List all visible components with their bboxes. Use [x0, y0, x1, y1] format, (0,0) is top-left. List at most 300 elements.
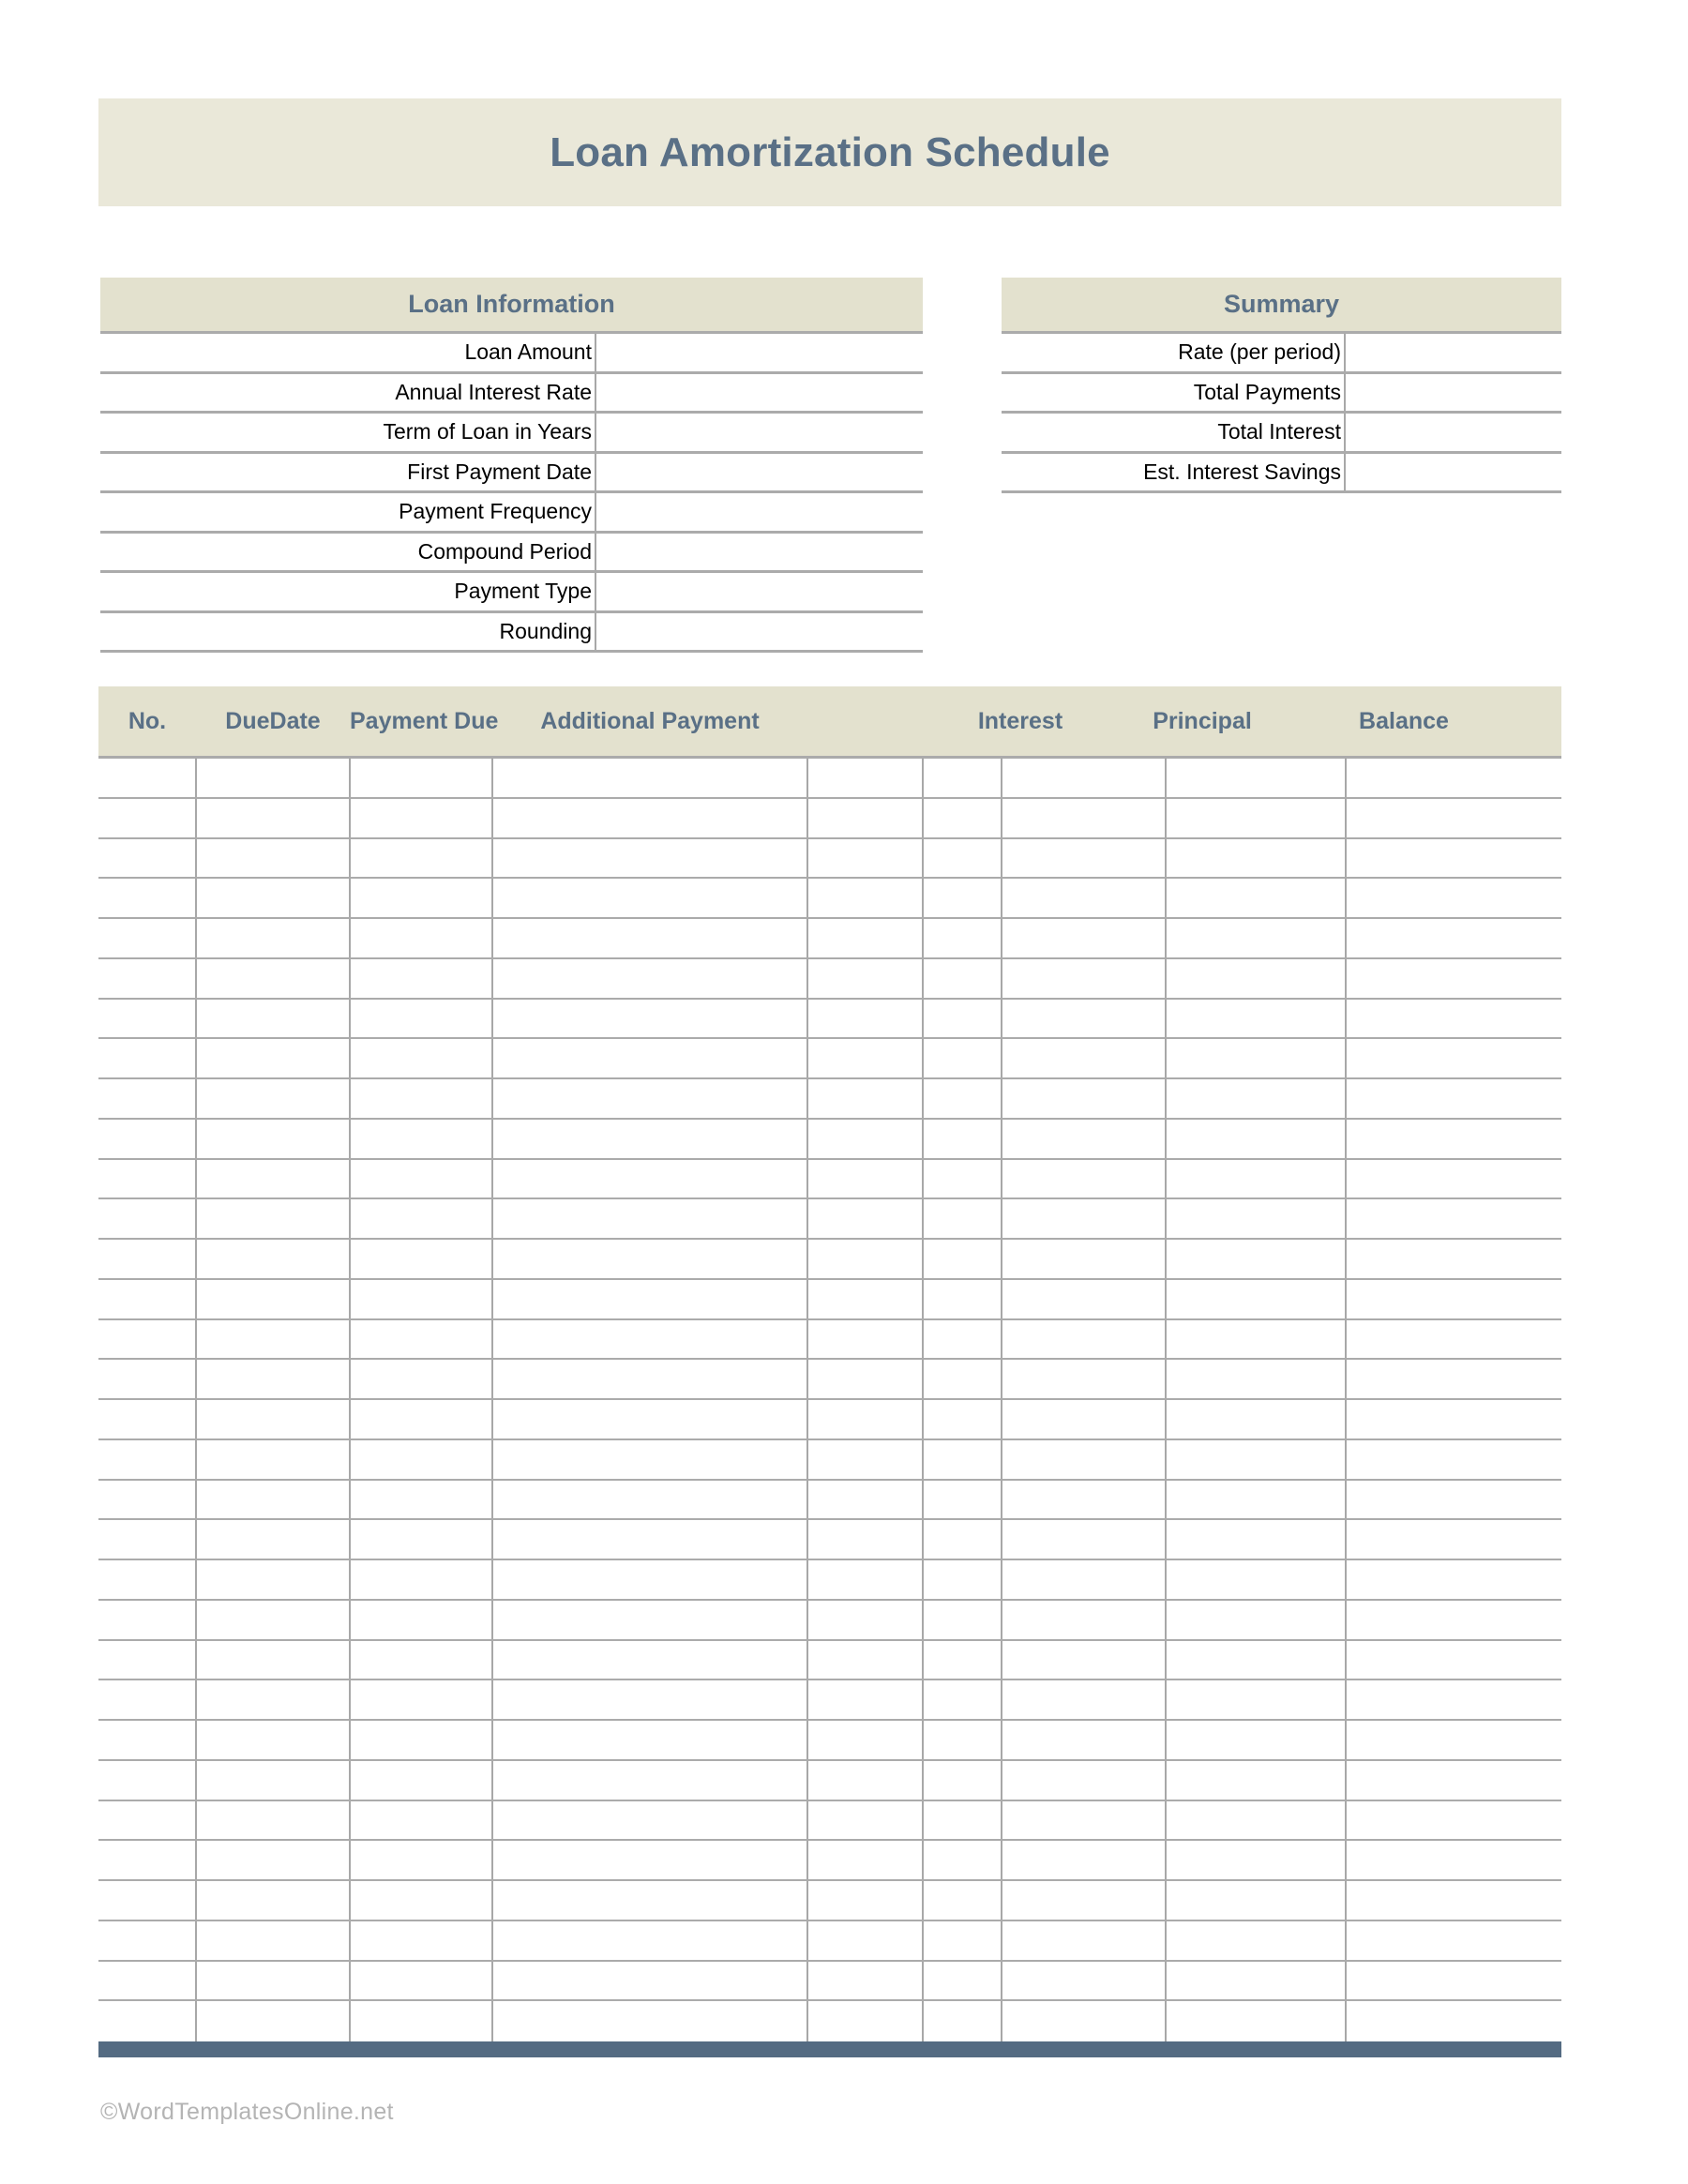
schedule-cell[interactable]	[350, 1601, 492, 1639]
schedule-cell[interactable]	[1346, 1481, 1561, 1519]
loan_information-value-field[interactable]	[596, 334, 923, 371]
schedule-cell[interactable]	[1002, 1560, 1166, 1599]
schedule-cell[interactable]	[923, 799, 1002, 837]
schedule-cell[interactable]	[350, 2001, 492, 2041]
schedule-cell[interactable]	[98, 1962, 196, 2000]
summary-value-field[interactable]	[1346, 414, 1561, 451]
schedule-cell[interactable]	[1166, 1962, 1346, 2000]
loan_information-value-field[interactable]	[596, 573, 923, 610]
schedule-cell[interactable]	[923, 1400, 1002, 1438]
schedule-cell[interactable]	[923, 1761, 1002, 1800]
schedule-cell[interactable]	[807, 1921, 923, 1960]
schedule-cell[interactable]	[492, 1881, 807, 1920]
schedule-cell[interactable]	[350, 1721, 492, 1759]
schedule-cell[interactable]	[196, 1481, 350, 1519]
schedule-cell[interactable]	[1346, 1601, 1561, 1639]
schedule-cell[interactable]	[1002, 2001, 1166, 2041]
schedule-cell[interactable]	[196, 919, 350, 957]
schedule-cell[interactable]	[923, 959, 1002, 998]
schedule-cell[interactable]	[1002, 1199, 1166, 1238]
schedule-cell[interactable]	[1166, 1761, 1346, 1800]
schedule-cell[interactable]	[98, 1761, 196, 1800]
loan_information-value-field[interactable]	[596, 493, 923, 531]
schedule-cell[interactable]	[807, 1320, 923, 1359]
schedule-cell[interactable]	[923, 1560, 1002, 1599]
schedule-cell[interactable]	[98, 1841, 196, 1879]
schedule-cell[interactable]	[492, 1680, 807, 1719]
schedule-cell[interactable]	[196, 1520, 350, 1559]
schedule-cell[interactable]	[98, 1601, 196, 1639]
schedule-cell[interactable]	[98, 759, 196, 797]
schedule-cell[interactable]	[923, 1641, 1002, 1679]
schedule-cell[interactable]	[1346, 1199, 1561, 1238]
schedule-cell[interactable]	[492, 1440, 807, 1479]
schedule-cell[interactable]	[1002, 799, 1166, 837]
schedule-cell[interactable]	[1346, 1039, 1561, 1077]
schedule-cell[interactable]	[1346, 839, 1561, 878]
schedule-cell[interactable]	[807, 1520, 923, 1559]
schedule-cell[interactable]	[807, 759, 923, 797]
schedule-cell[interactable]	[492, 1079, 807, 1118]
schedule-cell[interactable]	[1346, 1881, 1561, 1920]
schedule-cell[interactable]	[350, 799, 492, 837]
schedule-cell[interactable]	[1346, 1320, 1561, 1359]
schedule-cell[interactable]	[807, 799, 923, 837]
schedule-cell[interactable]	[807, 1440, 923, 1479]
schedule-cell[interactable]	[1002, 1120, 1166, 1158]
schedule-cell[interactable]	[350, 1280, 492, 1318]
schedule-cell[interactable]	[350, 919, 492, 957]
schedule-cell[interactable]	[1166, 1120, 1346, 1158]
schedule-cell[interactable]	[807, 1962, 923, 2000]
schedule-cell[interactable]	[923, 1120, 1002, 1158]
schedule-cell[interactable]	[492, 1801, 807, 1840]
schedule-cell[interactable]	[807, 839, 923, 878]
schedule-cell[interactable]	[196, 959, 350, 998]
schedule-cell[interactable]	[350, 1962, 492, 2000]
schedule-cell[interactable]	[492, 1240, 807, 1278]
schedule-cell[interactable]	[1166, 1601, 1346, 1639]
schedule-cell[interactable]	[923, 1601, 1002, 1639]
schedule-cell[interactable]	[196, 1320, 350, 1359]
schedule-cell[interactable]	[196, 1120, 350, 1158]
schedule-cell[interactable]	[923, 1079, 1002, 1118]
schedule-cell[interactable]	[196, 1921, 350, 1960]
schedule-cell[interactable]	[350, 1481, 492, 1519]
schedule-cell[interactable]	[492, 1560, 807, 1599]
schedule-cell[interactable]	[1166, 1280, 1346, 1318]
schedule-cell[interactable]	[98, 1039, 196, 1077]
schedule-cell[interactable]	[1002, 1160, 1166, 1198]
schedule-cell[interactable]	[196, 1801, 350, 1840]
schedule-cell[interactable]	[1346, 759, 1561, 797]
loan_information-value-field[interactable]	[596, 613, 923, 651]
schedule-cell[interactable]	[196, 2001, 350, 2041]
schedule-cell[interactable]	[1346, 1680, 1561, 1719]
schedule-cell[interactable]	[923, 1160, 1002, 1198]
schedule-cell[interactable]	[807, 1841, 923, 1879]
schedule-cell[interactable]	[1002, 1601, 1166, 1639]
schedule-cell[interactable]	[98, 1520, 196, 1559]
schedule-cell[interactable]	[350, 959, 492, 998]
schedule-cell[interactable]	[350, 1000, 492, 1038]
schedule-cell[interactable]	[196, 1240, 350, 1278]
schedule-cell[interactable]	[1002, 1641, 1166, 1679]
loan_information-value-field[interactable]	[596, 534, 923, 571]
schedule-cell[interactable]	[492, 799, 807, 837]
schedule-cell[interactable]	[923, 1881, 1002, 1920]
schedule-cell[interactable]	[1166, 1721, 1346, 1759]
schedule-cell[interactable]	[196, 1160, 350, 1198]
schedule-cell[interactable]	[1002, 1320, 1166, 1359]
schedule-cell[interactable]	[1166, 879, 1346, 917]
schedule-cell[interactable]	[196, 1601, 350, 1639]
schedule-cell[interactable]	[807, 1601, 923, 1639]
schedule-cell[interactable]	[492, 1000, 807, 1038]
schedule-cell[interactable]	[807, 1160, 923, 1198]
schedule-cell[interactable]	[1346, 1440, 1561, 1479]
schedule-cell[interactable]	[1002, 1761, 1166, 1800]
schedule-cell[interactable]	[923, 759, 1002, 797]
schedule-cell[interactable]	[1346, 1721, 1561, 1759]
schedule-cell[interactable]	[98, 1560, 196, 1599]
schedule-cell[interactable]	[1166, 1841, 1346, 1879]
schedule-cell[interactable]	[1002, 1721, 1166, 1759]
schedule-cell[interactable]	[350, 1921, 492, 1960]
schedule-cell[interactable]	[807, 1560, 923, 1599]
schedule-cell[interactable]	[196, 1199, 350, 1238]
schedule-cell[interactable]	[98, 1440, 196, 1479]
schedule-cell[interactable]	[807, 879, 923, 917]
schedule-cell[interactable]	[492, 1841, 807, 1879]
schedule-cell[interactable]	[196, 1680, 350, 1719]
schedule-cell[interactable]	[98, 1641, 196, 1679]
schedule-cell[interactable]	[492, 1039, 807, 1077]
schedule-cell[interactable]	[350, 879, 492, 917]
schedule-cell[interactable]	[196, 1962, 350, 2000]
schedule-cell[interactable]	[196, 1641, 350, 1679]
schedule-cell[interactable]	[196, 1881, 350, 1920]
schedule-cell[interactable]	[1346, 879, 1561, 917]
schedule-cell[interactable]	[1002, 1520, 1166, 1559]
schedule-cell[interactable]	[923, 1481, 1002, 1519]
schedule-cell[interactable]	[1346, 1079, 1561, 1118]
schedule-cell[interactable]	[98, 959, 196, 998]
schedule-cell[interactable]	[1002, 1240, 1166, 1278]
schedule-cell[interactable]	[1346, 1280, 1561, 1318]
schedule-cell[interactable]	[350, 1841, 492, 1879]
schedule-cell[interactable]	[350, 1520, 492, 1559]
schedule-cell[interactable]	[98, 1320, 196, 1359]
schedule-cell[interactable]	[350, 759, 492, 797]
schedule-cell[interactable]	[196, 1560, 350, 1599]
schedule-cell[interactable]	[492, 1360, 807, 1398]
schedule-cell[interactable]	[1002, 1360, 1166, 1398]
schedule-cell[interactable]	[492, 839, 807, 878]
schedule-cell[interactable]	[923, 1962, 1002, 2000]
schedule-cell[interactable]	[923, 1199, 1002, 1238]
schedule-cell[interactable]	[1166, 839, 1346, 878]
schedule-cell[interactable]	[807, 1120, 923, 1158]
schedule-cell[interactable]	[1346, 1761, 1561, 1800]
schedule-cell[interactable]	[196, 1280, 350, 1318]
schedule-cell[interactable]	[1346, 959, 1561, 998]
schedule-cell[interactable]	[1166, 919, 1346, 957]
schedule-cell[interactable]	[807, 919, 923, 957]
schedule-cell[interactable]	[807, 1641, 923, 1679]
schedule-cell[interactable]	[1002, 1841, 1166, 1879]
schedule-cell[interactable]	[923, 1680, 1002, 1719]
schedule-cell[interactable]	[923, 1240, 1002, 1278]
schedule-cell[interactable]	[1346, 1160, 1561, 1198]
schedule-cell[interactable]	[807, 1199, 923, 1238]
schedule-cell[interactable]	[350, 1761, 492, 1800]
schedule-cell[interactable]	[196, 879, 350, 917]
schedule-cell[interactable]	[1166, 1320, 1346, 1359]
schedule-cell[interactable]	[1166, 1240, 1346, 1278]
schedule-cell[interactable]	[923, 1360, 1002, 1398]
schedule-cell[interactable]	[1166, 1680, 1346, 1719]
schedule-cell[interactable]	[1166, 1801, 1346, 1840]
schedule-cell[interactable]	[807, 1680, 923, 1719]
schedule-cell[interactable]	[350, 1801, 492, 1840]
loan_information-value-field[interactable]	[596, 414, 923, 451]
schedule-cell[interactable]	[98, 1199, 196, 1238]
schedule-cell[interactable]	[1346, 1360, 1561, 1398]
schedule-cell[interactable]	[1166, 959, 1346, 998]
schedule-cell[interactable]	[350, 1641, 492, 1679]
schedule-cell[interactable]	[1166, 1360, 1346, 1398]
schedule-cell[interactable]	[923, 2001, 1002, 2041]
schedule-cell[interactable]	[350, 1560, 492, 1599]
schedule-cell[interactable]	[98, 1160, 196, 1198]
schedule-cell[interactable]	[492, 1280, 807, 1318]
schedule-cell[interactable]	[492, 1962, 807, 2000]
schedule-cell[interactable]	[1002, 839, 1166, 878]
schedule-cell[interactable]	[98, 1079, 196, 1118]
schedule-cell[interactable]	[492, 1120, 807, 1158]
schedule-cell[interactable]	[807, 1360, 923, 1398]
schedule-cell[interactable]	[1166, 1160, 1346, 1198]
schedule-cell[interactable]	[350, 1199, 492, 1238]
schedule-cell[interactable]	[1346, 1000, 1561, 1038]
schedule-cell[interactable]	[807, 1240, 923, 1278]
schedule-cell[interactable]	[923, 1801, 1002, 1840]
schedule-cell[interactable]	[1346, 1801, 1561, 1840]
schedule-cell[interactable]	[923, 1721, 1002, 1759]
schedule-cell[interactable]	[923, 879, 1002, 917]
schedule-cell[interactable]	[1166, 1560, 1346, 1599]
schedule-cell[interactable]	[1002, 1400, 1166, 1438]
schedule-cell[interactable]	[492, 1520, 807, 1559]
schedule-cell[interactable]	[1002, 1280, 1166, 1318]
schedule-cell[interactable]	[98, 799, 196, 837]
summary-value-field[interactable]	[1346, 454, 1561, 491]
schedule-cell[interactable]	[1002, 1921, 1166, 1960]
schedule-cell[interactable]	[492, 759, 807, 797]
schedule-cell[interactable]	[1166, 1039, 1346, 1077]
schedule-cell[interactable]	[1346, 1921, 1561, 1960]
schedule-cell[interactable]	[98, 1280, 196, 1318]
schedule-cell[interactable]	[1346, 1560, 1561, 1599]
schedule-cell[interactable]	[492, 1721, 807, 1759]
schedule-cell[interactable]	[807, 1079, 923, 1118]
schedule-cell[interactable]	[923, 839, 1002, 878]
schedule-cell[interactable]	[492, 1400, 807, 1438]
schedule-cell[interactable]	[98, 879, 196, 917]
schedule-cell[interactable]	[196, 1761, 350, 1800]
schedule-cell[interactable]	[923, 919, 1002, 957]
schedule-cell[interactable]	[807, 1000, 923, 1038]
schedule-cell[interactable]	[1002, 959, 1166, 998]
schedule-cell[interactable]	[1002, 1079, 1166, 1118]
schedule-cell[interactable]	[923, 1921, 1002, 1960]
summary-value-field[interactable]	[1346, 334, 1561, 371]
schedule-cell[interactable]	[923, 1280, 1002, 1318]
schedule-cell[interactable]	[98, 1240, 196, 1278]
schedule-cell[interactable]	[350, 1680, 492, 1719]
schedule-cell[interactable]	[923, 1039, 1002, 1077]
schedule-cell[interactable]	[98, 1721, 196, 1759]
schedule-cell[interactable]	[196, 1400, 350, 1438]
schedule-cell[interactable]	[807, 1721, 923, 1759]
schedule-cell[interactable]	[1346, 1641, 1561, 1679]
schedule-cell[interactable]	[98, 1400, 196, 1438]
schedule-cell[interactable]	[196, 759, 350, 797]
schedule-cell[interactable]	[807, 1400, 923, 1438]
schedule-cell[interactable]	[1166, 1079, 1346, 1118]
schedule-cell[interactable]	[350, 1320, 492, 1359]
schedule-cell[interactable]	[807, 1881, 923, 1920]
schedule-cell[interactable]	[98, 1000, 196, 1038]
schedule-cell[interactable]	[807, 959, 923, 998]
schedule-cell[interactable]	[98, 839, 196, 878]
schedule-cell[interactable]	[807, 1039, 923, 1077]
schedule-cell[interactable]	[98, 1881, 196, 1920]
schedule-cell[interactable]	[1002, 1680, 1166, 1719]
schedule-cell[interactable]	[492, 959, 807, 998]
schedule-cell[interactable]	[492, 1921, 807, 1960]
schedule-cell[interactable]	[807, 1481, 923, 1519]
schedule-cell[interactable]	[1002, 919, 1166, 957]
schedule-cell[interactable]	[350, 1240, 492, 1278]
schedule-cell[interactable]	[492, 879, 807, 917]
schedule-cell[interactable]	[1002, 1962, 1166, 2000]
schedule-cell[interactable]	[492, 919, 807, 957]
schedule-cell[interactable]	[98, 2001, 196, 2041]
schedule-cell[interactable]	[492, 1481, 807, 1519]
schedule-cell[interactable]	[350, 1039, 492, 1077]
schedule-cell[interactable]	[196, 1721, 350, 1759]
schedule-cell[interactable]	[350, 1120, 492, 1158]
schedule-cell[interactable]	[1002, 1881, 1166, 1920]
schedule-cell[interactable]	[807, 1280, 923, 1318]
schedule-cell[interactable]	[923, 1000, 1002, 1038]
schedule-cell[interactable]	[1346, 1120, 1561, 1158]
schedule-cell[interactable]	[1166, 799, 1346, 837]
schedule-cell[interactable]	[1166, 1000, 1346, 1038]
schedule-cell[interactable]	[1166, 1881, 1346, 1920]
schedule-cell[interactable]	[492, 1320, 807, 1359]
schedule-cell[interactable]	[1346, 919, 1561, 957]
schedule-cell[interactable]	[492, 1160, 807, 1198]
schedule-cell[interactable]	[1166, 2001, 1346, 2041]
schedule-cell[interactable]	[196, 799, 350, 837]
schedule-cell[interactable]	[98, 1120, 196, 1158]
schedule-cell[interactable]	[1346, 799, 1561, 837]
schedule-cell[interactable]	[492, 1641, 807, 1679]
schedule-cell[interactable]	[492, 1199, 807, 1238]
schedule-cell[interactable]	[1002, 1801, 1166, 1840]
schedule-cell[interactable]	[1166, 1199, 1346, 1238]
schedule-cell[interactable]	[196, 1000, 350, 1038]
schedule-cell[interactable]	[1002, 759, 1166, 797]
schedule-cell[interactable]	[350, 1400, 492, 1438]
schedule-cell[interactable]	[196, 1039, 350, 1077]
schedule-cell[interactable]	[196, 1079, 350, 1118]
loan_information-value-field[interactable]	[596, 374, 923, 412]
schedule-cell[interactable]	[196, 839, 350, 878]
schedule-cell[interactable]	[350, 1881, 492, 1920]
schedule-cell[interactable]	[1002, 1440, 1166, 1479]
schedule-cell[interactable]	[1002, 1481, 1166, 1519]
schedule-cell[interactable]	[1346, 1841, 1561, 1879]
schedule-cell[interactable]	[492, 2001, 807, 2041]
schedule-cell[interactable]	[1346, 1240, 1561, 1278]
schedule-cell[interactable]	[923, 1841, 1002, 1879]
loan_information-value-field[interactable]	[596, 454, 923, 491]
schedule-cell[interactable]	[350, 1440, 492, 1479]
schedule-cell[interactable]	[98, 1921, 196, 1960]
schedule-cell[interactable]	[1166, 1520, 1346, 1559]
schedule-cell[interactable]	[350, 839, 492, 878]
schedule-cell[interactable]	[98, 1801, 196, 1840]
schedule-cell[interactable]	[1346, 1962, 1561, 2000]
schedule-cell[interactable]	[923, 1440, 1002, 1479]
schedule-cell[interactable]	[1166, 1921, 1346, 1960]
schedule-cell[interactable]	[98, 1360, 196, 1398]
schedule-cell[interactable]	[1002, 1039, 1166, 1077]
schedule-cell[interactable]	[350, 1360, 492, 1398]
schedule-cell[interactable]	[1166, 759, 1346, 797]
schedule-cell[interactable]	[1002, 879, 1166, 917]
schedule-cell[interactable]	[98, 919, 196, 957]
schedule-cell[interactable]	[807, 1801, 923, 1840]
schedule-cell[interactable]	[196, 1360, 350, 1398]
schedule-cell[interactable]	[1166, 1641, 1346, 1679]
schedule-cell[interactable]	[196, 1841, 350, 1879]
schedule-cell[interactable]	[1346, 1520, 1561, 1559]
schedule-cell[interactable]	[1346, 2001, 1561, 2041]
schedule-cell[interactable]	[1002, 1000, 1166, 1038]
schedule-cell[interactable]	[98, 1680, 196, 1719]
schedule-cell[interactable]	[1166, 1400, 1346, 1438]
schedule-cell[interactable]	[492, 1761, 807, 1800]
schedule-cell[interactable]	[98, 1481, 196, 1519]
schedule-cell[interactable]	[492, 1601, 807, 1639]
schedule-cell[interactable]	[807, 2001, 923, 2041]
schedule-cell[interactable]	[196, 1440, 350, 1479]
schedule-cell[interactable]	[350, 1160, 492, 1198]
schedule-cell[interactable]	[1346, 1400, 1561, 1438]
summary-value-field[interactable]	[1346, 374, 1561, 412]
schedule-cell[interactable]	[807, 1761, 923, 1800]
schedule-cell[interactable]	[1166, 1440, 1346, 1479]
schedule-cell[interactable]	[350, 1079, 492, 1118]
schedule-cell[interactable]	[923, 1320, 1002, 1359]
schedule-cell[interactable]	[1166, 1481, 1346, 1519]
schedule-cell[interactable]	[923, 1520, 1002, 1559]
